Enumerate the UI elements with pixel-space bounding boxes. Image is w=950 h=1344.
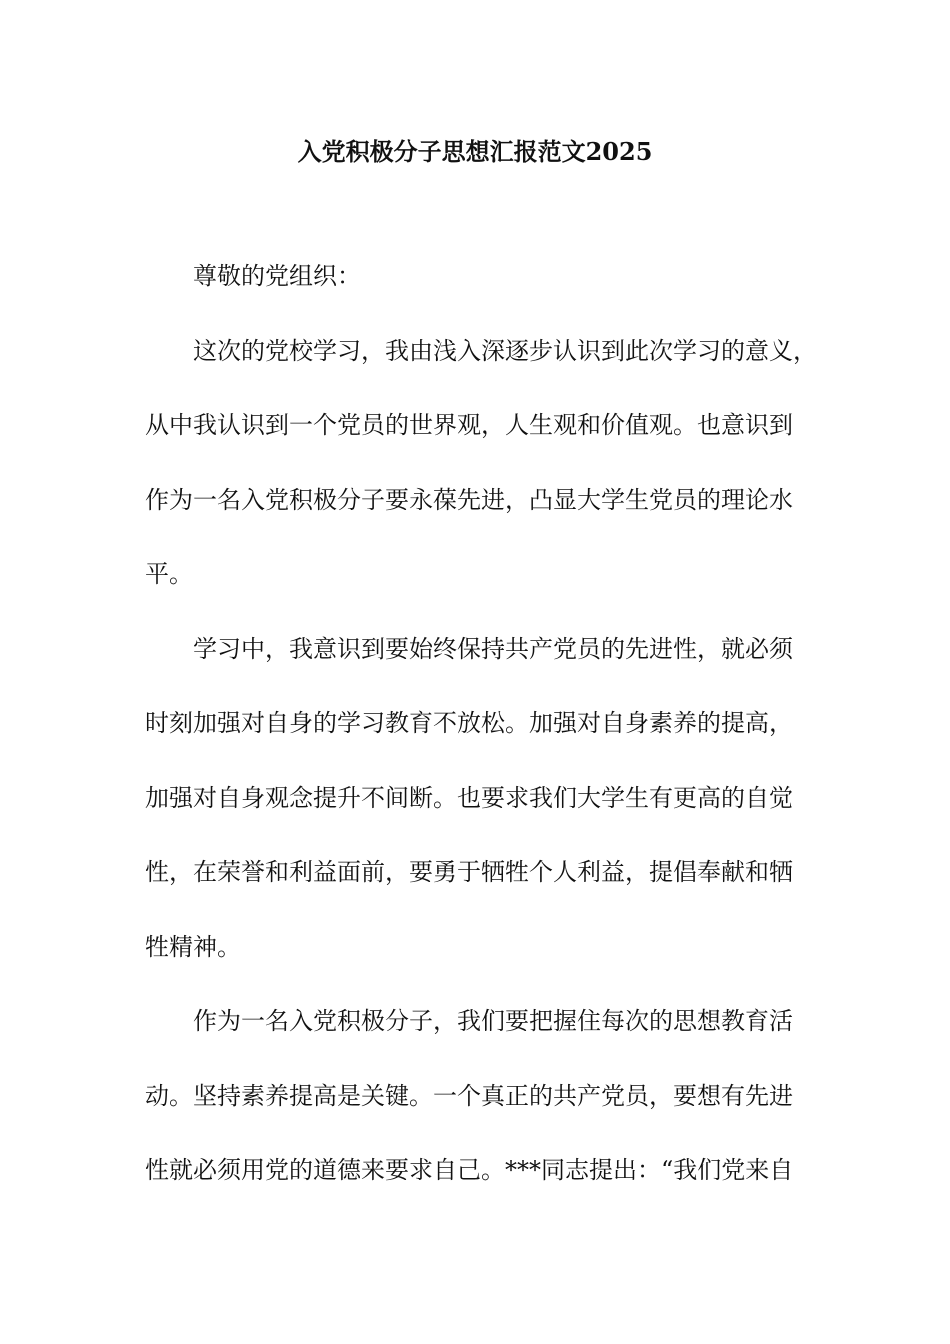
paragraph-1-line-1: 这次的党校学习，我由浅入深逐步认识到此次学习的意义， (193, 337, 817, 365)
paragraph-2-line-2: 时刻加强对自身的学习教育不放松。加强对自身素养的提高， (145, 709, 793, 737)
paragraph-2-line-1: 学习中，我意识到要始终保持共产党员的先进性，就必须 (193, 635, 793, 663)
paragraph-2-line-4: 性，在荣誉和利益面前，要勇于牺牲个人利益，提倡奉献和牺 (145, 858, 793, 886)
paragraph-1-line-4: 平。 (145, 560, 193, 588)
salutation: 尊敬的党组织： (193, 262, 361, 290)
paragraph-3-line-1: 作为一名入党积极分子，我们要把握住每次的思想教育活 (193, 1007, 793, 1035)
paragraph-2-line-3: 加强对自身观念提升不间断。也要求我们大学生有更高的自觉 (145, 784, 793, 812)
document-title: 入党积极分子思想汇报范文2025 (297, 137, 653, 166)
paragraph-1-line-2: 从中我认识到一个党员的世界观，人生观和价值观。也意识到 (145, 411, 793, 439)
paragraph-1-line-3: 作为一名入党积极分子要永葆先进，凸显大学生党员的理论水 (145, 486, 793, 514)
paragraph-3-line-2: 动。坚持素养提高是关键。一个真正的共产党员，要想有先进 (145, 1082, 793, 1110)
paragraph-3-line-3: 性就必须用党的道德来要求自己。***同志提出：“我们党来自 (145, 1156, 794, 1184)
paragraph-2-line-5: 牲精神。 (145, 933, 241, 961)
